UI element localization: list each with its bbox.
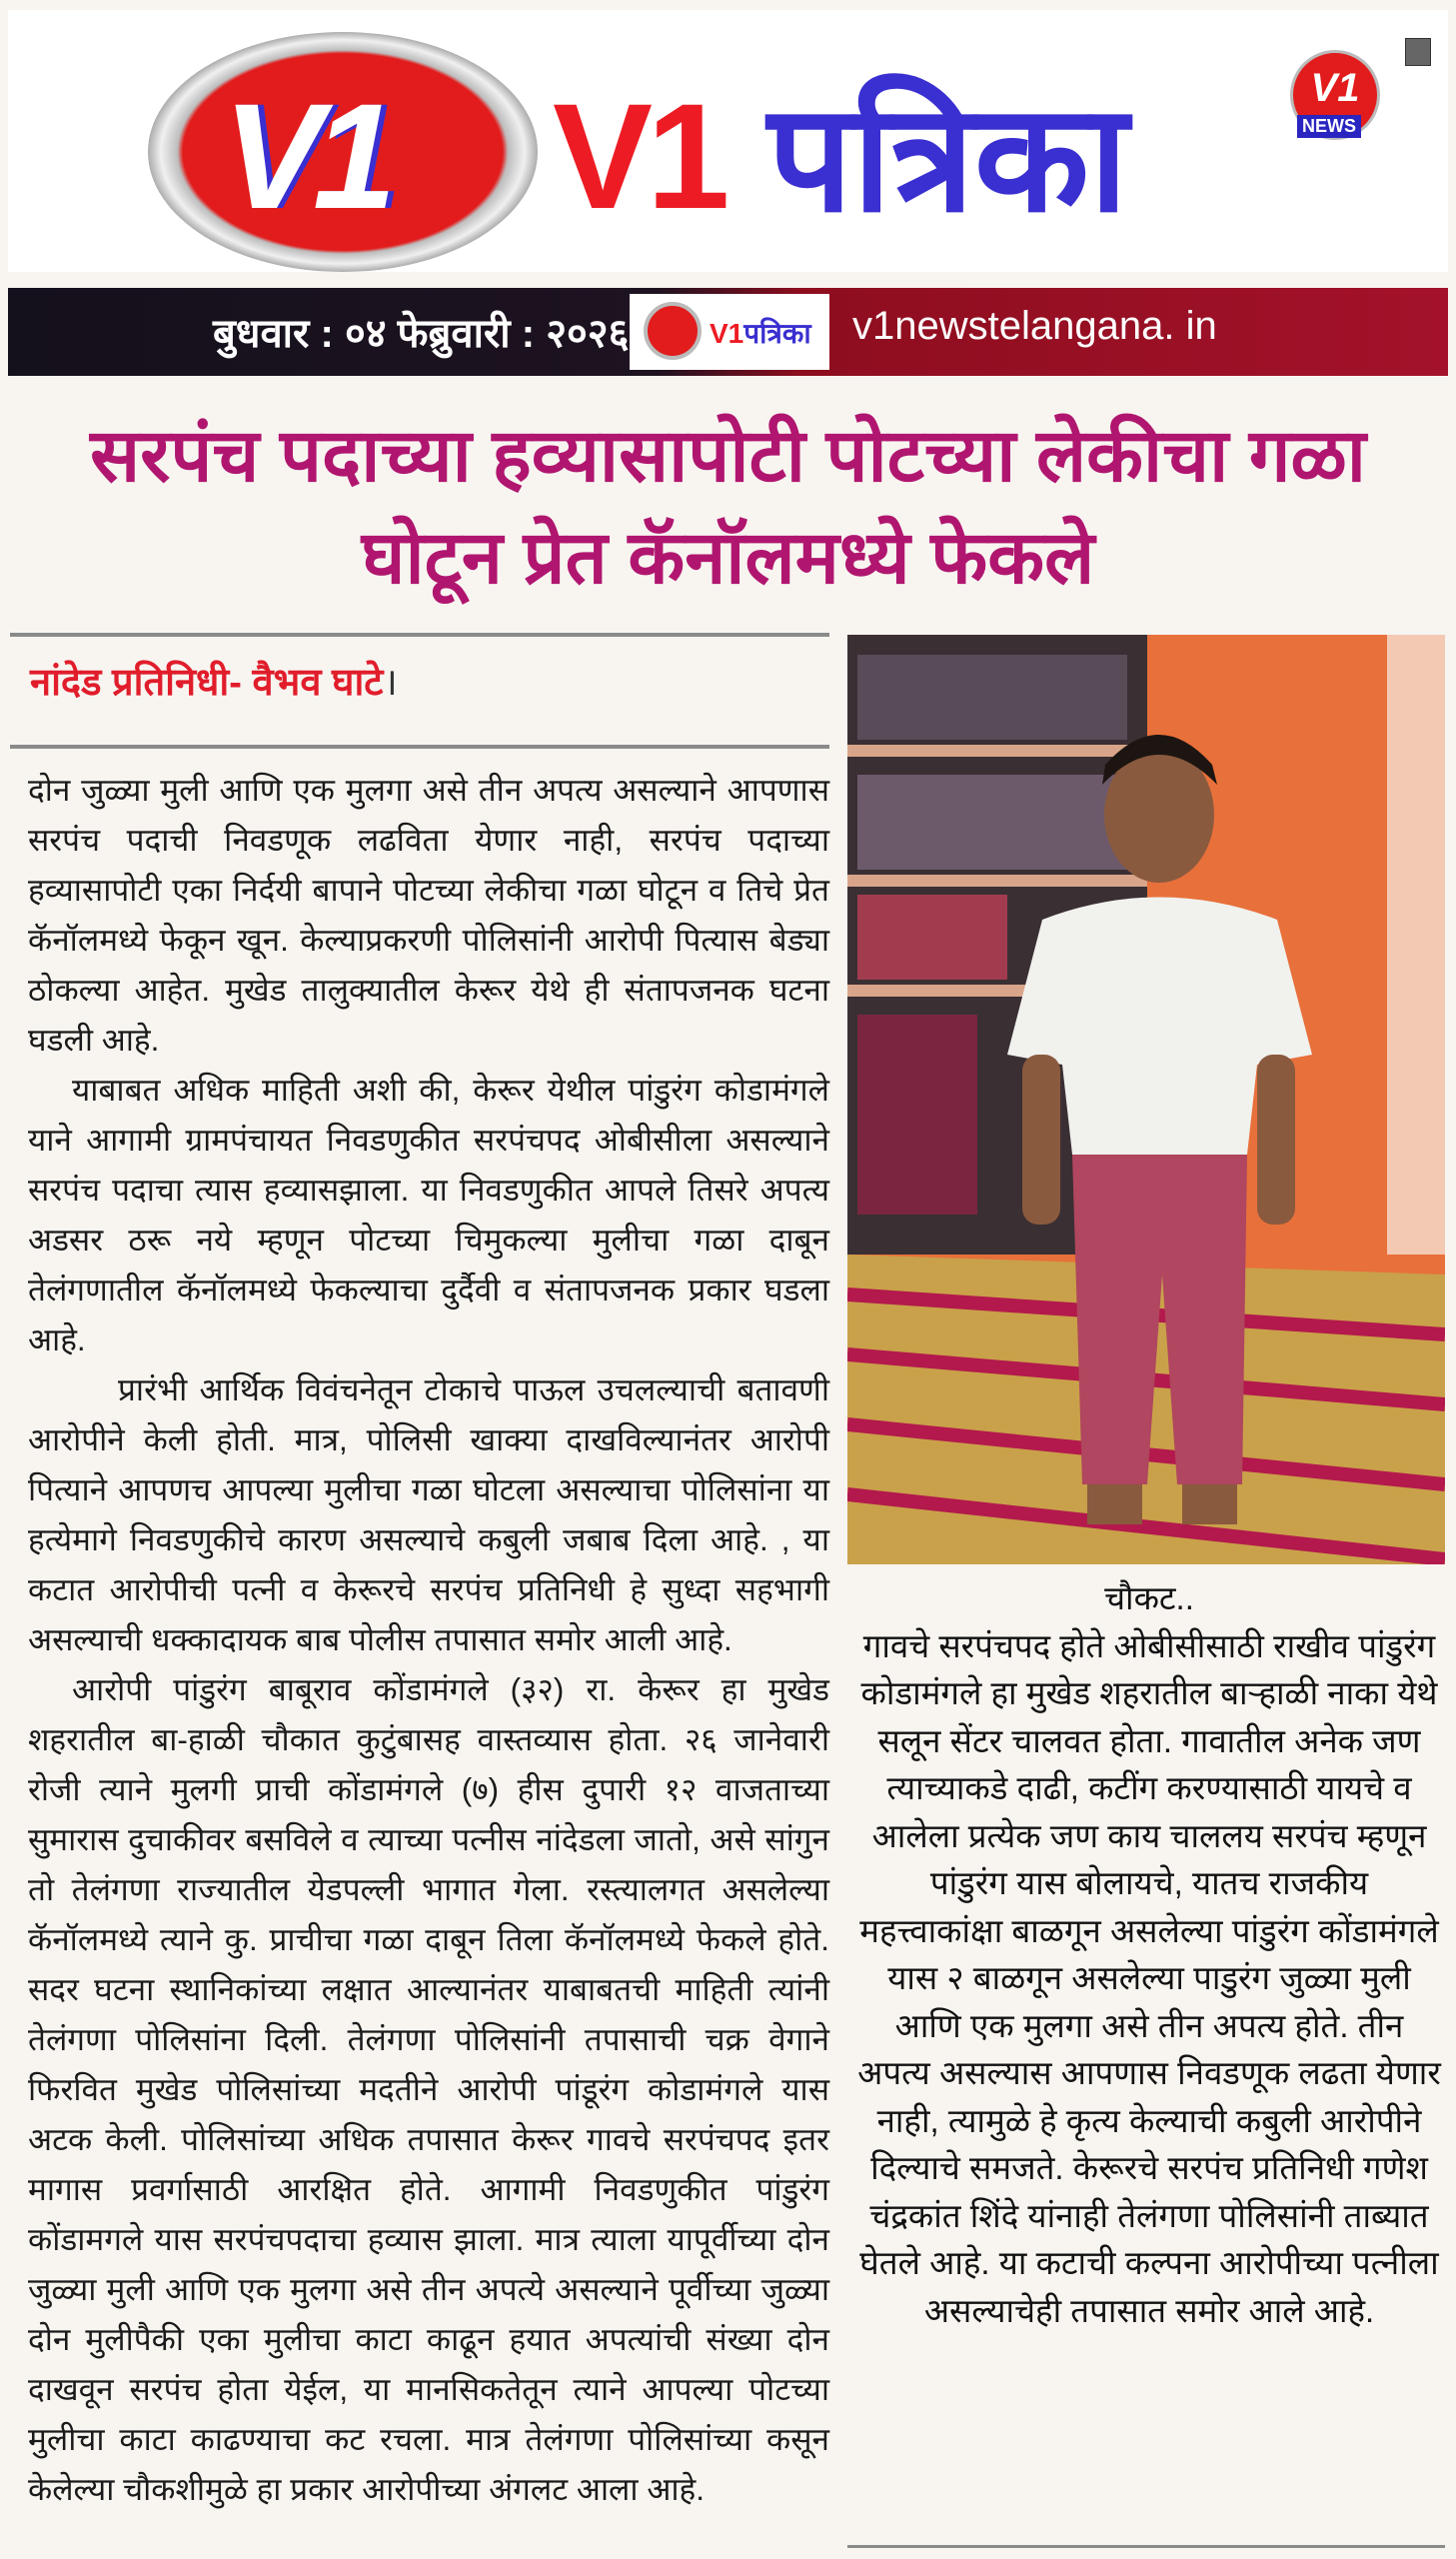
issue-date: बुधवार : ०४ फेब्रुवारी : २०२६ <box>213 312 630 356</box>
paragraph: प्रारंभी आर्थिक विवंचनेतून टोकाचे पाऊल उचलल्याची बतावणी आरोपीने केली होती. मात्र, पोलिसी खाक्या दाखविल्यानंतर आरोपी पित्याने आपणच आपल्या मुलीचा गळा घोटला असल्याचा पोलिसांना या हत्येमागे निवडणुकीचे कारण असल्याचे कबुली जबाब दिला आहे. , या कटात आरोपीची पत्नी व केरूरचे सरपंच प्रतिनिधी हे सुध्दा सहभागी असल्याची धक्कादायक बाब पोलीस तपासात समोर आली आहे. <box>28 1371 829 1657</box>
article-body <box>28 765 829 2514</box>
sidebar-box <box>854 1574 1444 2334</box>
sidebar-text: गावचे सरपंचपद होते ओबीसीसाठी राखीव पांडुरंग कोडामंगले हा मुखेड शहरातील बाऱ्हाळी नाका येथे सलून सेंटर चालवत होता. गावातील अनेक जण त्याच्याकडे दाढी, कटींग करण्यासाठी यायचे व आलेला प्रत्येक जण काय चाललय सरपंच म्हणून पांडुरंग यास बोलायचे, यातच राजकीय महत्त्वाकांक्षा बाळगून असलेल्या पांडुरंग कोंडामंगले यास २ बाळगून असलेल्या पाडुरंग जुळ्या मुली आणि एक मुलगा असे तीन अपत्य होते. तीन अपत्य असल्यास आपणास निवडणूक लढता येणार नाही, त्यामुळे हे कृत्य केल्याची कबुली आरोपीने दिल्याचे समजते. केरूरचे सरपंच प्रतिनिधी गणेश चंद्रकांत शिंदे यांनाही तेलंगणा पोलिसांनी ताब्यात घेतले आहे. या कटाची कल्पना आरोपीच्या पत्नीला असल्याचेही तपासात समोर आले आहे. <box>857 1626 1441 2329</box>
article-photo <box>847 635 1445 1564</box>
brand-prefix: V1 <box>553 72 725 240</box>
divider <box>847 2545 1445 2548</box>
band-logo <box>630 294 829 370</box>
divider <box>10 633 829 637</box>
small-logo-icon <box>1405 38 1431 66</box>
masthead <box>8 10 1448 272</box>
logo-circle-icon <box>644 302 702 360</box>
date-band <box>8 288 1448 376</box>
sidebar-title: चौकट.. <box>1104 1579 1194 1616</box>
v1-news-badge: V1 <box>1290 50 1380 140</box>
byline <box>30 655 398 707</box>
paragraph: दोन जुळ्या मुली आणि एक मुलगा असे तीन अपत्य असल्याने आपणास सरपंच पदाची निवडणूक लढविता येणार नाही, सरपंच पदाच्या हव्यासापोटी एका निर्दयी बापाने पोटच्या लेकीचा गळा घोटून व तिचे प्रेत कॅनॉलमध्ये फेकून खून. केल्याप्रकरणी पोलिसांनी आरोपी पित्यास बेड्या ठोकल्या आहेत. मुखेड तालुक्यातील केरूर येथे ही संतापजनक घटना घडली आहे. <box>28 772 829 1058</box>
byline-text: नांदेड प्रतिनिधी- वैभव घाटे <box>30 662 384 704</box>
byline-separator: । <box>383 662 398 704</box>
headline: सरपंच पदाच्या हव्यासापोटी पोटच्या लेकीचा गळा घोटून प्रेत कॅनॉलमध्ये फेकले <box>90 414 1366 599</box>
logo-mark: V1 <box>223 72 387 240</box>
photo-child-in-room <box>847 635 1445 1564</box>
website-url[interactable]: v1newstelangana. in <box>852 304 1217 348</box>
divider <box>10 745 829 749</box>
news-label: NEWS <box>1297 115 1361 138</box>
paragraph: आरोपी पांडुरंग बाबूराव कोंडामंगले (३२) रा. केरूर हा मुखेड शहरातील बा-हाळी चौकात कुटुंबासह वास्तव्यास होता. २६ जानेवारी रोजी त्याने मुलगी प्राची कोंडामंगले (७) हीस दुपारी १२ वाजताच्या सुमारास दुचाकीवर बसविले व त्याच्या पत्नीस नांदेडला जातो, असे सांगुन तो तेलंगणा राज्यातील येडपल्ली भागात गेला. रस्त्यालगत असलेल्या कॅनॉलमध्ये त्याने कु. प्राचीचा गळा दाबून तिला कॅनॉलमध्ये फेकले होते. सदर घटना स्थानिकांच्या लक्षात आल्यानंतर याबाबतची माहिती त्यांनी तेलंगणा पोलिसांना दिली. तेलंगणा पोलिसांनी तपासाची चक्र वेगाने फिरवित मुखेड पोलिसांच्या मदतीने आरोपी पांडूरंग कोडामंगले यास अटक केली. पोलिसांच्या अधिक तपासात केरूर गावचे सरपंचपद इतर मागास प्रवर्गासाठी आरक्षित होते. आगामी निवडणुकीत पांडुरंग कोंडामगले यास सरपंचपदाचा हव्यास झाला. मात्र त्याला यापूर्वीच्या दोन जुळ्या मुली आणि एक मुलगा असे तीन अपत्ये असल्याने पूर्वीच्या जुळ्या दोन मुलीपैकी एका मुलीचा काटा काढून हयात अपत्यांची संख्या दोन दाखवून सरपंच होता येईल, या मानसिकतेतून त्याने आपल्या पोटच्या मुलीचा काटा काढण्याचा कट रचला. मात्र तेलंगणा पोलिसांच्या कसून केलेल्या चौकशीमुळे हा प्रकार आरोपीच्या अंगलट आला आहे. <box>28 1671 829 2507</box>
band-logo-prefix: V1 <box>710 318 744 349</box>
brand-name: पत्रिका <box>767 74 1128 242</box>
band-logo-name: पत्रिका <box>743 318 811 349</box>
paragraph: याबाबत अधिक माहिती अशी की, केरूर येथील पांडुरंग कोडामंगले याने आगामी ग्रामपंचायत निवडणुकीत सरपंचपद ओबीसीला असल्याने सरपंच पदाचा त्यास हव्यासझाला. या निवडणुकीत आपले तिसरे अपत्य अडसर ठरू नये म्हणून पोटच्या चिमुकल्या मुलीचा गळा दाबून तेलंगणातील कॅनॉलमध्ये फेकल्याचा दुर्दैवी व संतापजनक प्रकार घडला आहे. <box>28 1072 829 1357</box>
